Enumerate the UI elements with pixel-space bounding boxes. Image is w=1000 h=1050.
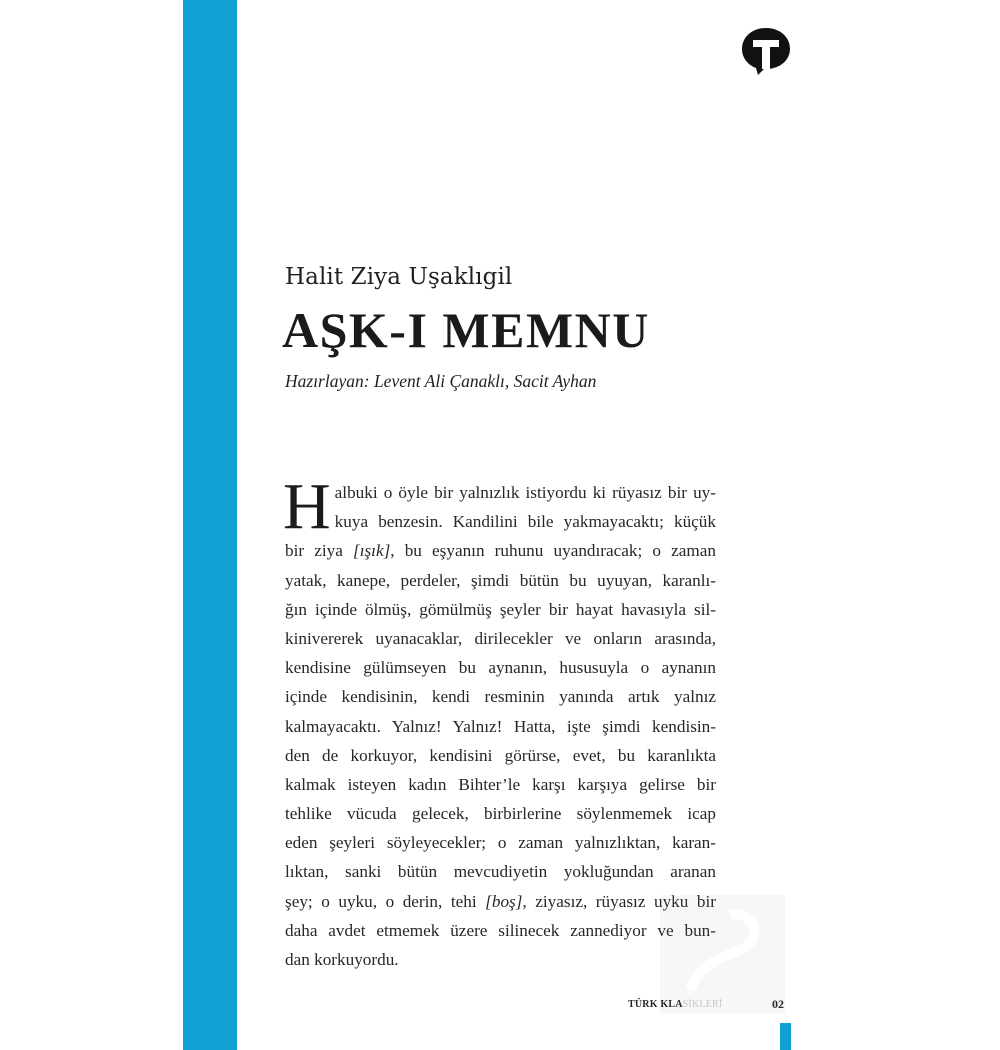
text: , bu eşyanın ruhunu uyandıracak; o zaman — [390, 541, 716, 561]
excerpt-line: daha avdet etmemek üzere silinecek zannediyor ve bun- — [285, 920, 716, 940]
book-author: Halit Ziya Uşaklıgil — [285, 264, 513, 290]
text: şey; o uyku, o derin, tehi — [285, 891, 486, 911]
excerpt-line: ğın içinde ölmüş, gömülmüş şeyler bir hayat havasıyla sil- — [285, 599, 716, 619]
series-label — [628, 999, 722, 1010]
excerpt-line: eden şeyleri söyleyecekler; o zaman yalnızlıktan, karan- — [285, 833, 716, 853]
excerpt-line: kinivererek uyanacaklar, dirilecekler ve onların arasında, — [285, 628, 716, 648]
series-label-faded-text: SİKLERİ — [682, 999, 723, 1010]
excerpt-line: kalmak isteyen kadın Bihter’le karşı karşıya gelirse bir — [285, 774, 716, 794]
editor-note: [ışık] — [353, 541, 391, 561]
excerpt-line: yatak, kanepe, perdeler, şimdi bütün bu uyuyan, karanlı- — [285, 570, 716, 590]
accent-color-band — [183, 0, 237, 1050]
editor-note: [boş] — [485, 891, 523, 911]
text: bir ziya — [285, 541, 354, 561]
drop-cap: H — [283, 470, 331, 543]
series-label-text: TÜRK KLA — [628, 999, 683, 1010]
excerpt-line: içinde kendisinin, kendi resminin yanında artık yalnız — [285, 687, 716, 707]
excerpt-line: dan korkuyordu. — [285, 950, 399, 969]
watermark-icon — [660, 895, 785, 1013]
excerpt-line: kalmayacaktı. Yalnız! Yalnız! Hatta, işte şimdi kendisin- — [285, 716, 716, 736]
excerpt-line — [285, 536, 716, 565]
excerpt-line: kuya benzesin. Kandilini bile yakmayacaktı; küçük — [334, 512, 716, 532]
excerpt-line: kendisine gülümseyen bu aynanın, hususuyla o aynanın — [285, 658, 716, 678]
book-editor: Hazırlayan: Levent Ali Çanaklı, Sacit Ayhan — [285, 371, 597, 391]
excerpt-line: lıktan, sanki bütün mevcudiyetin yokluğundan aranan — [285, 862, 716, 882]
page-number: 02 — [772, 997, 784, 1011]
publisher-t-icon — [740, 26, 792, 76]
excerpt-line: albuki o öyle bir yalnızlık istiyordu ki rüyasız bir uy- — [334, 483, 716, 502]
text: , ziyasız, rüyasız uyku bir — [522, 891, 716, 911]
excerpt-body — [283, 470, 716, 974]
excerpt-line: den de korkuyor, kendisini görürse, evet, bu karanlıkta — [285, 745, 716, 765]
excerpt-line — [285, 887, 716, 916]
accent-tab — [780, 1023, 791, 1050]
book-title: AŞK-I MEMNU — [282, 302, 650, 358]
excerpt-line: tehlike vücuda gelecek, birbirlerine söylenmemek icap — [285, 804, 716, 824]
